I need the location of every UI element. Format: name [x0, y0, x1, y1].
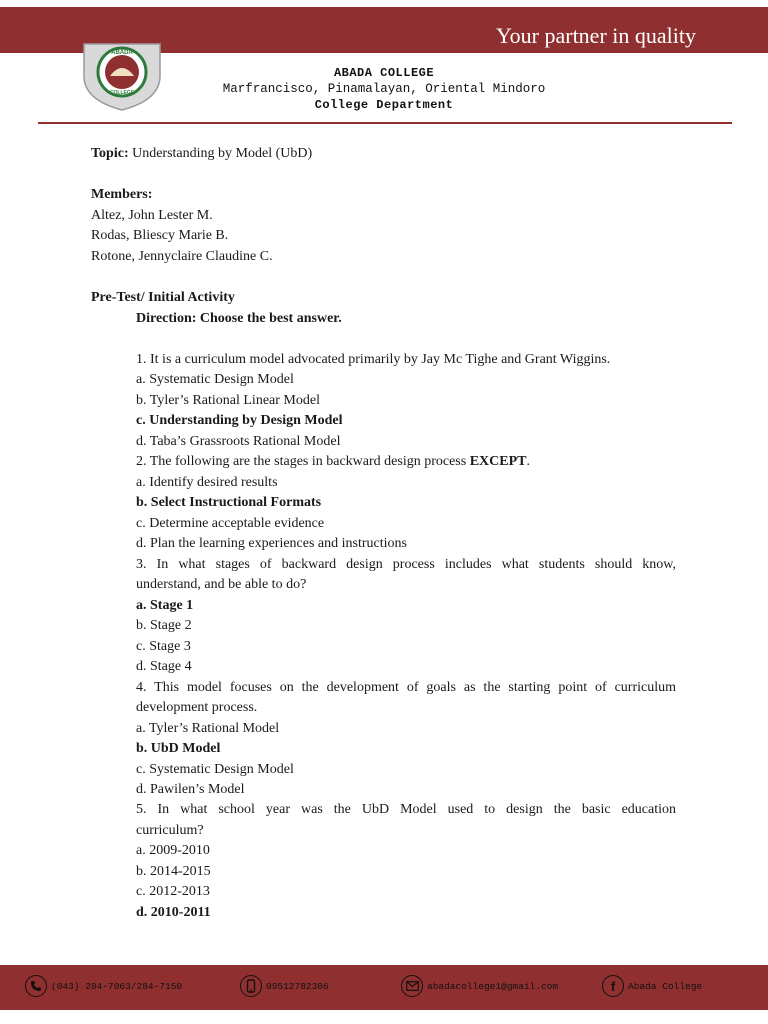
tagline: Your partner in quality — [495, 23, 696, 48]
q2-end: . — [526, 454, 530, 469]
question-3-line-2: understand, and be able to do? — [136, 577, 307, 592]
q3-option-b: b. Stage 2 — [136, 618, 192, 633]
q5-option-b: b. 2014-2015 — [136, 864, 211, 879]
direction-text: Direction: Choose the best answer. — [136, 311, 342, 326]
svg-text:COLLEGE: COLLEGE — [109, 90, 135, 96]
topic-line — [91, 144, 312, 164]
mail-icon — [401, 975, 423, 997]
college-name: ABADA COLLEGE — [333, 66, 435, 80]
q5-option-c: c. 2012-2013 — [136, 884, 210, 899]
phone-icon — [25, 975, 47, 997]
q2-option-c: c. Determine acceptable evidence — [136, 516, 325, 531]
q2-emphasis: EXCEPT — [469, 454, 527, 469]
question-1: 1. It is a curriculum model advocated primarily by Jay Mc Tighe and Grant Wiggins. — [136, 352, 611, 367]
question-2 — [136, 452, 530, 472]
question-4-line-2: development process. — [136, 700, 258, 715]
footer-email — [401, 975, 558, 997]
question-5-line-2: curriculum? — [136, 823, 204, 838]
svg-text:ABADA: ABADA — [111, 50, 133, 56]
member-2: Rodas, Bliescy Marie B. — [91, 228, 229, 243]
facebook-icon: f — [602, 975, 624, 997]
footer-mobile — [240, 975, 329, 997]
facebook-page[interactable]: Abada College — [628, 980, 703, 992]
topic-value: Understanding by Model (UbD) — [132, 146, 313, 161]
q3-option-a-answer: a. Stage 1 — [136, 598, 194, 613]
q1-option-d: d. Taba’s Grassroots Rational Model — [136, 434, 341, 449]
mobile-number: 09512782306 — [266, 980, 329, 992]
header-divider — [38, 122, 732, 124]
question-4-line-1: 4. This model focuses on the development of goals as the starting point of curriculum — [136, 680, 676, 695]
department-name: College Department — [314, 98, 454, 112]
q1-option-c-answer: c. Understanding by Design Model — [136, 413, 343, 428]
footer-facebook — [602, 975, 702, 997]
q2-option-a: a. Identify desired results — [136, 475, 278, 490]
section-title: Pre-Test/ Initial Activity — [91, 290, 235, 305]
q1-option-b: b. Tyler’s Rational Linear Model — [136, 393, 320, 408]
q4-option-d: d. Pawilen’s Model — [136, 782, 245, 797]
q4-option-c: c. Systematic Design Model — [136, 762, 294, 777]
q3-option-c: c. Stage 3 — [136, 639, 191, 654]
email-address[interactable]: abadacollege1@gmail.com — [427, 980, 559, 992]
q5-option-d-answer: d. 2010-2011 — [136, 905, 211, 920]
member-3: Rotone, Jennyclaire Claudine C. — [91, 249, 273, 264]
q3-option-d: d. Stage 4 — [136, 659, 192, 674]
q1-option-a: a. Systematic Design Model — [136, 372, 294, 387]
question-3-line-1: 3. In what stages of backward design process includes what students should know, — [136, 557, 676, 572]
q2-option-b-answer: b. Select Instructional Formats — [136, 495, 322, 510]
q4-option-a: a. Tyler’s Rational Model — [136, 721, 280, 736]
footer-phone — [25, 975, 182, 997]
member-1: Altez, John Lester M. — [91, 208, 213, 223]
question-5-line-1: 5. In what school year was the UbD Model used to design the basic education — [136, 802, 676, 817]
topic-label: Topic: — [91, 146, 129, 161]
q2-option-d: d. Plan the learning experiences and instructions — [136, 536, 407, 551]
members-label: Members: — [91, 187, 153, 202]
phone-number: (043) 284-7063/284-7150 — [51, 980, 183, 992]
q2-text: 2. The following are the stages in backward design process — [136, 454, 470, 469]
q5-option-a: a. 2009-2010 — [136, 843, 210, 858]
college-address: Marfrancisco, Pinamalayan, Oriental Mindoro — [222, 82, 546, 96]
mobile-phone-icon — [240, 975, 262, 997]
q4-option-b-answer: b. UbD Model — [136, 741, 221, 756]
college-seal-logo — [80, 40, 164, 112]
